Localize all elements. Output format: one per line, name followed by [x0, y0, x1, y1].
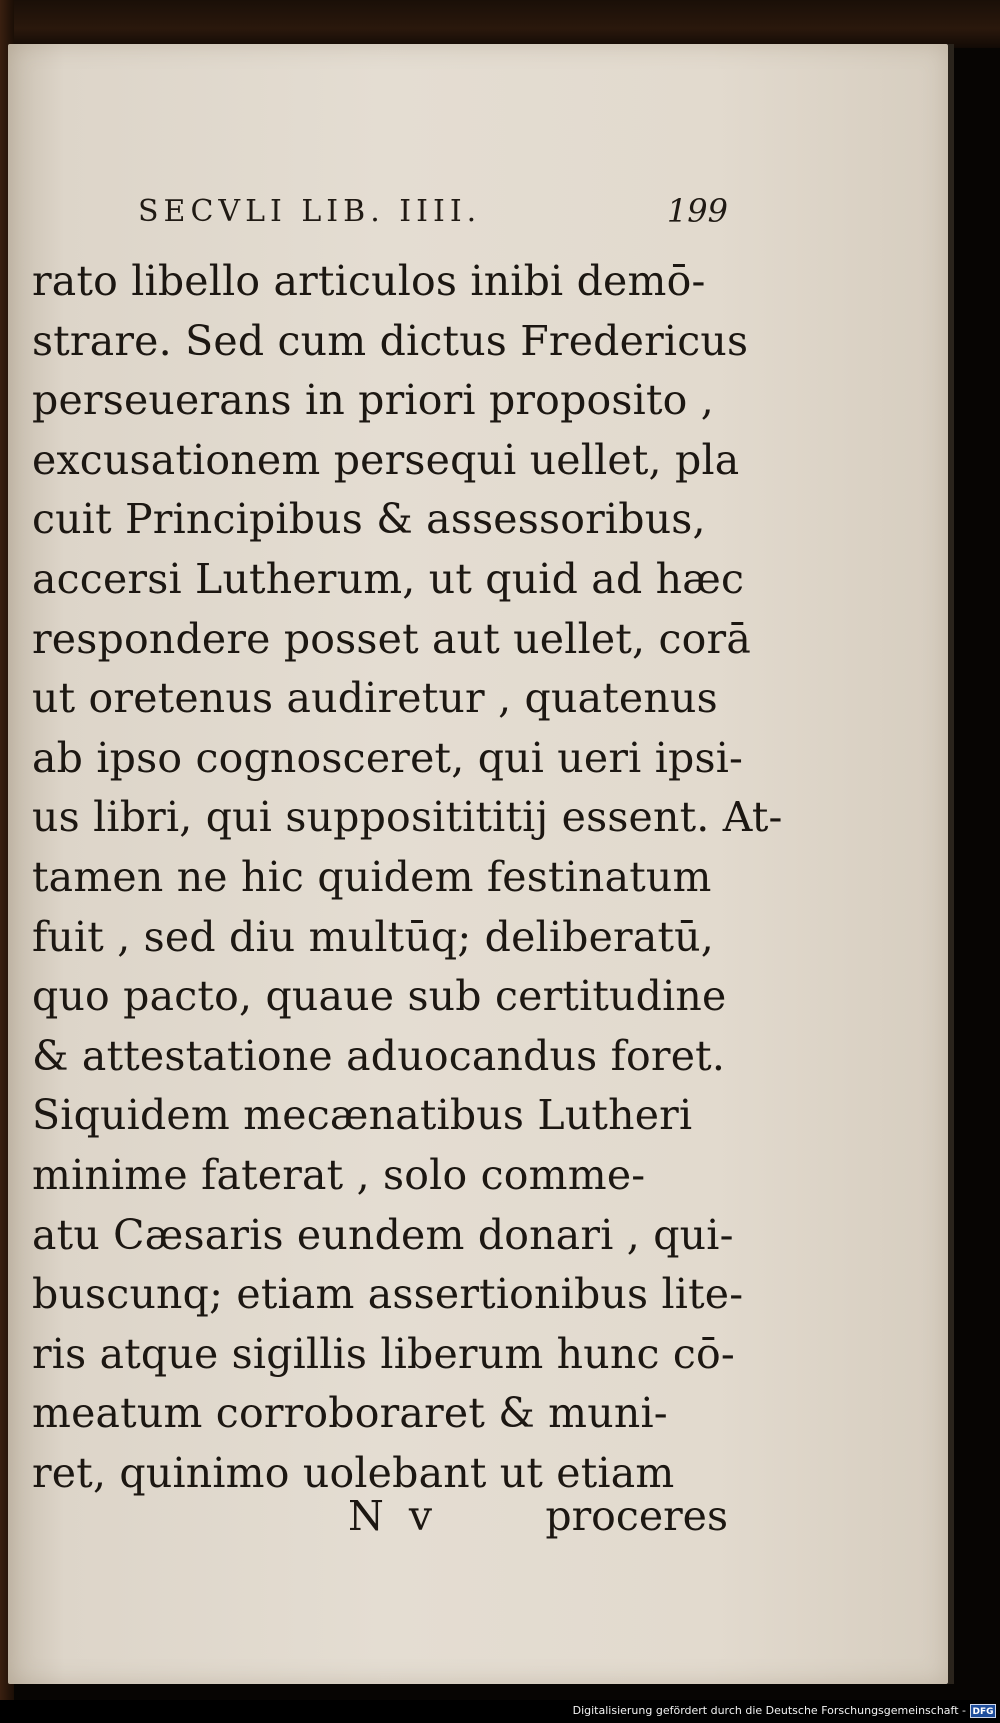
- digitization-footer: [0, 1700, 1000, 1723]
- text-line: cuit Principibus & assessoribus,: [32, 495, 706, 544]
- text-line: perseuerans in priori proposito ,: [32, 376, 714, 425]
- text-line: accersi Lutherum, ut quid ad hæc: [32, 554, 745, 603]
- text-line: tamen ne hic quidem festinatum: [32, 852, 712, 901]
- text-line: us libri, qui suppositititij essent. At-: [32, 793, 783, 842]
- text-line: buscunq; etiam assertionibus lite-: [32, 1270, 744, 1319]
- signature-mark: N v: [348, 1492, 439, 1540]
- text-line: Siquidem mecænatibus Lutheri: [32, 1091, 693, 1140]
- text-line: ris atque sigillis liberum hunc cō-: [32, 1329, 735, 1378]
- catchline: [348, 1492, 728, 1552]
- running-head: SECVLI LIB. IIII.: [138, 194, 482, 229]
- text-line: rato libello articulos inibi demō-: [32, 257, 706, 305]
- text-line: & attestatione aduocandus foret.: [32, 1031, 726, 1080]
- text-line: quo pacto, quaue sub certitudine: [32, 972, 727, 1021]
- dfg-logo: DFG: [970, 1704, 996, 1718]
- page-number: 199: [666, 192, 728, 230]
- text-line: ut oretenus audiretur , quatenus: [32, 674, 718, 723]
- page-header: [138, 192, 728, 236]
- body-text: [32, 252, 783, 1503]
- text-line: minime faterat , solo comme-: [32, 1150, 646, 1199]
- funding-credit: Digitalisierung gefördert durch die Deutsche Forschungsgemeinschaft -: [572, 1704, 966, 1717]
- text-line: meatum corroboraret & muni-: [32, 1389, 668, 1438]
- book-page: [8, 44, 948, 1684]
- text-line: respondere posset aut uellet, corā: [32, 614, 751, 663]
- text-line: fuit , sed diu multūq; deliberatū,: [32, 912, 715, 961]
- book-cover-edge-top: [0, 0, 1000, 48]
- text-line: atu Cæsaris eundem donari , qui-: [32, 1210, 734, 1259]
- text-line: excusationem persequi uellet, pla: [32, 435, 740, 484]
- text-line: ab ipso cognosceret, qui ueri ipsi-: [32, 733, 744, 782]
- text-line: strare. Sed cum dictus Fredericus: [32, 316, 749, 365]
- text-line: ret, quinimo uolebant ut etiam: [32, 1448, 675, 1497]
- page-edge-shadow: [948, 44, 954, 1684]
- catchword: proceres: [545, 1492, 728, 1540]
